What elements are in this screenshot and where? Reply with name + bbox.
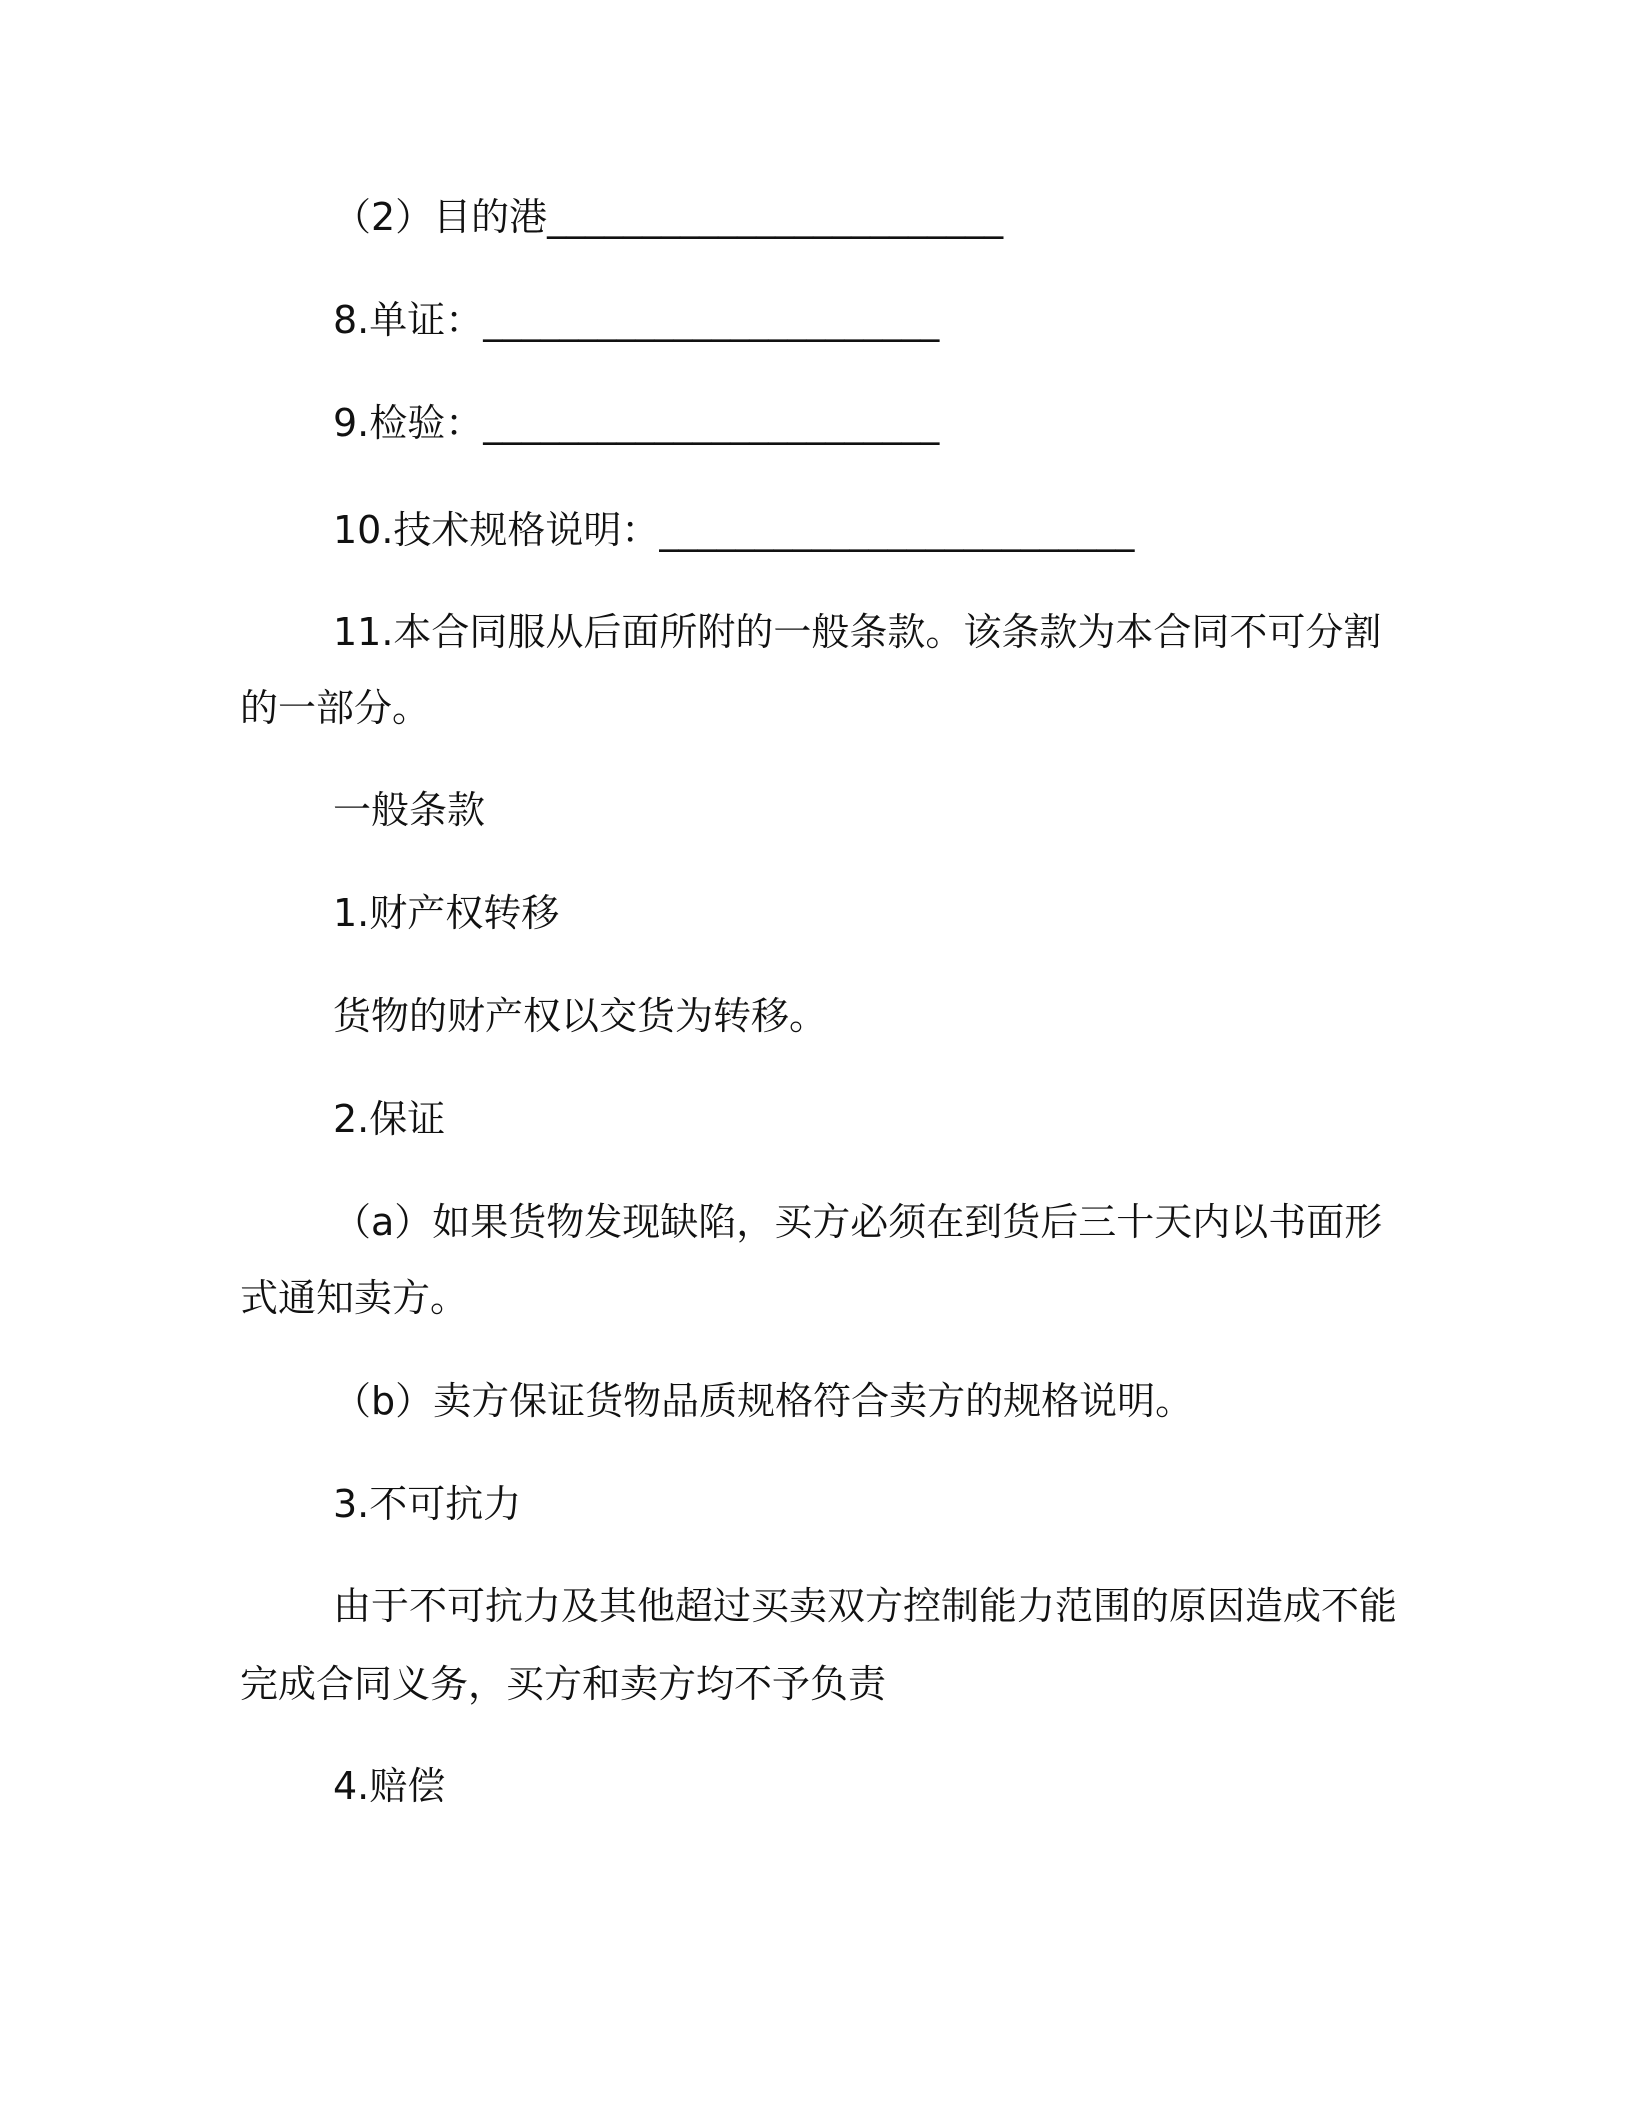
clause-11-text-1: 11.本合同服从后面所附的一般条款。该条款为本合同不可分割 xyxy=(333,610,1382,654)
section-3-body-text-1: 由于不可抗力及其他超过买卖双方控制能力范围的原因造成不能 xyxy=(333,1584,1398,1628)
section-3-body-line-1 xyxy=(0,1582,1632,1630)
section-1-heading xyxy=(0,889,1632,937)
technical-spec-line xyxy=(0,506,1632,554)
section-3-body-line-2 xyxy=(0,1660,1632,1708)
section-2a-line-1 xyxy=(0,1198,1632,1246)
section-4-heading xyxy=(0,1762,1632,1810)
section-2b-line xyxy=(0,1377,1632,1425)
section-4-heading-text: 4.赔偿 xyxy=(333,1764,446,1808)
section-2b-text: （b）卖方保证货物品质规格符合卖方的规格说明。 xyxy=(333,1379,1194,1423)
inspection-line xyxy=(0,399,1632,447)
section-2-heading-text: 2.保证 xyxy=(333,1097,446,1141)
destination-port-text: （2）目的港________________________ xyxy=(333,195,1004,239)
destination-port-line xyxy=(0,193,1632,241)
section-2-heading xyxy=(0,1095,1632,1143)
clause-11-line-1 xyxy=(0,608,1632,656)
section-1-body xyxy=(0,992,1632,1040)
section-2a-text-2: 式通知卖方。 xyxy=(240,1276,469,1320)
section-3-heading xyxy=(0,1480,1632,1528)
general-terms-heading xyxy=(0,786,1632,834)
section-3-body-text-2: 完成合同义务，买方和卖方均不予负责 xyxy=(240,1662,887,1706)
technical-spec-text: 10.技术规格说明：_________________________ xyxy=(333,508,1135,552)
section-1-body-text: 货物的财产权以交货为转移。 xyxy=(333,994,828,1038)
documents-text: 8.单证：________________________ xyxy=(333,298,940,342)
clause-11-line-2 xyxy=(0,684,1632,732)
section-1-heading-text: 1.财产权转移 xyxy=(333,891,560,935)
general-terms-heading-text: 一般条款 xyxy=(333,788,486,832)
section-2a-text-1: （a）如果货物发现缺陷，买方必须在到货后三十天内以书面形 xyxy=(333,1200,1383,1244)
clause-11-text-2: 的一部分。 xyxy=(240,686,431,730)
inspection-text: 9.检验：________________________ xyxy=(333,401,940,445)
section-3-heading-text: 3.不可抗力 xyxy=(333,1482,522,1526)
section-2a-line-2 xyxy=(0,1274,1632,1322)
documents-line xyxy=(0,296,1632,344)
